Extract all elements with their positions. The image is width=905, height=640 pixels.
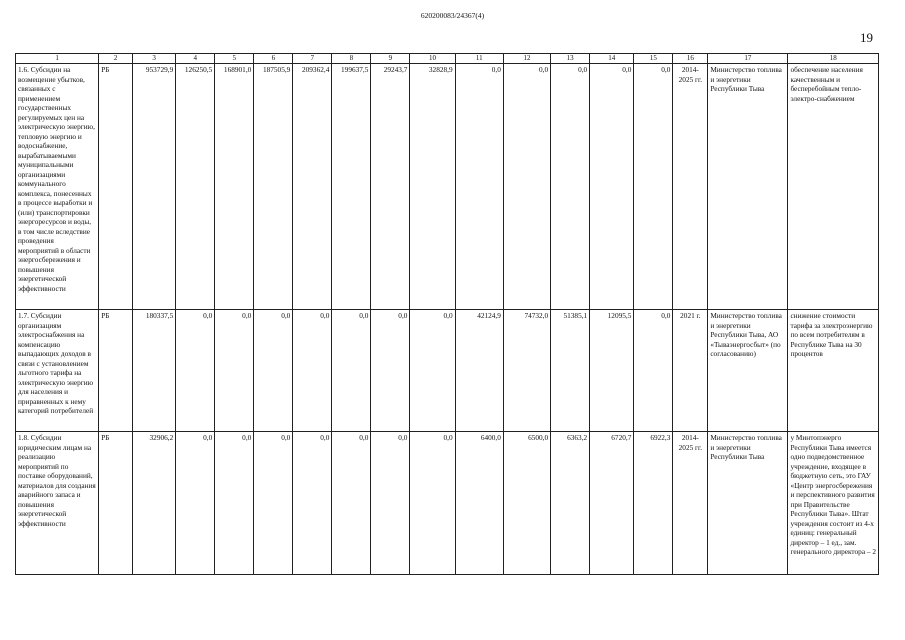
amount-cell: 0,0 <box>176 310 215 432</box>
column-number: 4 <box>176 54 215 64</box>
column-number: 5 <box>215 54 254 64</box>
table-row <box>16 310 879 432</box>
column-number: 7 <box>293 54 332 64</box>
amount-cell: 6500,0 <box>503 432 550 575</box>
amount-cell: 29243,7 <box>371 64 410 310</box>
column-number: 3 <box>133 54 176 64</box>
column-number: 2 <box>99 54 133 64</box>
executor-cell: Министерство топлива и энергетики Республики Тыва <box>708 432 788 575</box>
column-number: 12 <box>503 54 550 64</box>
table-body <box>16 54 879 575</box>
column-number: 18 <box>788 54 879 64</box>
amount-cell: 42124,9 <box>455 310 503 432</box>
amount-cell: 0,0 <box>455 64 503 310</box>
amount-cell: 0,0 <box>634 64 673 310</box>
amount-cell: 0,0 <box>590 64 634 310</box>
column-number: 15 <box>634 54 673 64</box>
amount-cell: 0,0 <box>293 310 332 432</box>
period-cell: 2021 г. <box>673 310 708 432</box>
amount-cell: 0,0 <box>634 310 673 432</box>
amount-cell: 0,0 <box>176 432 215 575</box>
period-cell: 2014-2025 гг. <box>673 64 708 310</box>
funding-source: РБ <box>99 64 133 310</box>
column-number: 13 <box>551 54 590 64</box>
result-cell: у Минтопэнерго Республики Тыва имеется одно подведомственное учреждение, входящее в бюджетную сеть, это ГАУ «Центр энергосбережения и перспективного развития при Правительстве Республики Тыва». Штат учреждения состоит из 4-х единиц: генеральный директор – 1 ед., зам. генерального директора – 2 <box>788 432 879 575</box>
executor-cell: Министерство топлива и энергетики Республики Тыва <box>708 64 788 310</box>
column-number-row <box>16 54 879 64</box>
amount-cell: 0,0 <box>371 432 410 575</box>
amount-cell: 6922,3 <box>634 432 673 575</box>
amount-cell: 0,0 <box>293 432 332 575</box>
result-cell: снижение стоимости тарифа за электроэнергию по всем потребителям в Республике Тыва на 30 процентов <box>788 310 879 432</box>
amount-cell: 6400,0 <box>455 432 503 575</box>
table-row <box>16 432 879 575</box>
column-number: 9 <box>371 54 410 64</box>
column-number: 16 <box>673 54 708 64</box>
document-id: 620200083/24367(4) <box>420 11 485 20</box>
amount-cell: 0,0 <box>254 432 293 575</box>
column-number: 1 <box>16 54 99 64</box>
funding-source: РБ <box>99 432 133 575</box>
amount-cell: 0,0 <box>254 310 293 432</box>
amount-cell: 0,0 <box>410 432 455 575</box>
amount-cell: 74732,0 <box>503 310 550 432</box>
amount-cell: 199637,5 <box>332 64 371 310</box>
amount-cell: 0,0 <box>503 64 550 310</box>
column-number: 6 <box>254 54 293 64</box>
column-number: 14 <box>590 54 634 64</box>
measure-name: 1.6. Субсидии на возмещение убытков, связанных с применением государственных регулируемых цен на электрическую энергию, тепловую энергию и водоснабжение, вырабатываемыми муниципальными организациями коммунального комплекса, понесенных в процессе выработки и (или) транспортировки энергоресурсов и воды, в том числе вследствие проведения мероприятий в области энергосбережения и повышения энергетической эффективности <box>16 64 99 310</box>
executor-cell: Министерство топлива и энергетики Республики Тыва, АО «Тываэнергосбыт» (по согласованию) <box>708 310 788 432</box>
amount-cell: 0,0 <box>215 310 254 432</box>
amount-cell: 6363,2 <box>551 432 590 575</box>
program-table <box>15 53 879 575</box>
amount-cell: 0,0 <box>551 64 590 310</box>
amount-cell: 51385,1 <box>551 310 590 432</box>
amount-cell: 0,0 <box>410 310 455 432</box>
amount-cell: 0,0 <box>332 432 371 575</box>
funding-source: РБ <box>99 310 133 432</box>
amount-cell: 12095,5 <box>590 310 634 432</box>
amount-cell: 0,0 <box>371 310 410 432</box>
column-number: 8 <box>332 54 371 64</box>
column-number: 17 <box>708 54 788 64</box>
amount-cell: 6720,7 <box>590 432 634 575</box>
amount-cell: 0,0 <box>332 310 371 432</box>
amount-cell: 180337,5 <box>133 310 176 432</box>
table-row <box>16 64 879 310</box>
column-number: 11 <box>455 54 503 64</box>
amount-cell: 209362,4 <box>293 64 332 310</box>
page-number: 19 <box>860 30 873 45</box>
amount-cell: 0,0 <box>215 432 254 575</box>
amount-cell: 953729,9 <box>133 64 176 310</box>
amount-cell: 126250,5 <box>176 64 215 310</box>
amount-cell: 187505,9 <box>254 64 293 310</box>
amount-cell: 32906,2 <box>133 432 176 575</box>
column-number: 10 <box>410 54 455 64</box>
period-cell: 2014-2025 гг. <box>673 432 708 575</box>
amount-cell: 168901,0 <box>215 64 254 310</box>
amount-cell: 32828,9 <box>410 64 455 310</box>
result-cell: обеспечение населения качественным и бесперебойным тепло-электро-снабжением <box>788 64 879 310</box>
measure-name: 1.8. Субсидии юридическим лицам на реализацию мероприятий по поставке оборудований, материалов для создания аварийного запаса и повышения энергетической эффективности <box>16 432 99 575</box>
measure-name: 1.7. Субсидии организациям электроснабжения на компенсацию выпадающих доходов в связи с установлением льготного тарифа на электрическую энергию для населения и приравненных к нему категорий потребителей <box>16 310 99 432</box>
